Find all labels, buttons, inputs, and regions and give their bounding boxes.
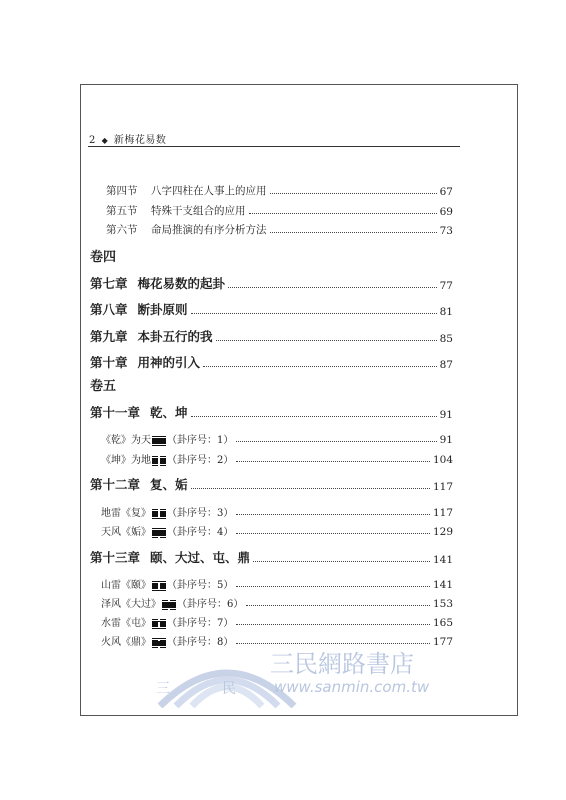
toc-hexagram-5[interactable]: 山雷《颐》 （卦序号：5） 141 [101, 579, 453, 591]
toc-title: 特殊干支组合的应用 [151, 205, 246, 217]
leader-dots [236, 514, 430, 515]
leader-dots [270, 193, 437, 194]
page-number: 2 [89, 135, 96, 146]
toc-chapter-10[interactable]: 第十章 用神的引入 87 [90, 355, 453, 371]
toc-hexagram-1[interactable]: 《乾》为天 （卦序号：1） 91 [101, 434, 453, 446]
header-rule [88, 146, 460, 147]
toc-hexagram-4[interactable]: 天风《姤》 （卦序号：4） 129 [101, 526, 453, 538]
diamond-icon: ◆ [101, 136, 109, 145]
yang-line [152, 628, 166, 629]
toc-chapter-9[interactable]: 第九章 本卦五行的我 85 [90, 329, 453, 345]
toc-chapter-12[interactable]: 第十二章 复、姤 117 [90, 477, 453, 493]
hexagram-qian-icon [152, 436, 166, 446]
volume-5-heading: 卷五 [90, 379, 117, 394]
toc-page: 87 [439, 359, 453, 371]
leader-dots [270, 232, 437, 233]
leader-dots [236, 441, 436, 442]
leader-dots [228, 287, 437, 288]
toc-title: 梅花易数的起卦 [137, 276, 226, 291]
toc-page: 91 [439, 434, 453, 446]
toc-title: 断卦原则 [137, 302, 188, 317]
toc-section-4[interactable]: 第四节 八字四柱在人事上的应用 67 [106, 185, 453, 198]
hexagram-daguo-icon [162, 600, 176, 610]
watermark-store-name: 三民網路書店 [270, 650, 414, 678]
toc-page: 177 [432, 636, 453, 648]
toc-title: 本卦五行的我 [137, 329, 213, 344]
leader-dots [253, 561, 430, 562]
toc-hexagram-3[interactable]: 地雷《复》 （卦序号：3） 117 [101, 507, 453, 519]
leader-dots [236, 624, 430, 625]
book-title: 新梅花易数 [113, 135, 167, 146]
leader-dots [236, 586, 430, 587]
leader-dots [249, 213, 437, 214]
yang-line [152, 590, 166, 591]
yin-line [152, 537, 166, 538]
hexagram-kun-icon [152, 456, 166, 466]
volume-4-heading: 卷四 [90, 250, 117, 265]
leader-dots [246, 605, 430, 606]
leader-dots [191, 416, 437, 417]
toc-page: 104 [432, 454, 453, 466]
toc-page: 153 [432, 598, 453, 610]
toc-title: 乾、坤 [150, 405, 188, 420]
watermark-url: www.sanmin.com.tw [274, 678, 430, 696]
toc-title: 八字四柱在人事上的应用 [151, 185, 267, 197]
toc-title: 复、姤 [150, 477, 188, 492]
toc-page: 67 [439, 186, 453, 198]
toc-page: 117 [432, 481, 453, 493]
leader-dots [236, 533, 430, 534]
yin-line [162, 609, 176, 610]
leader-dots [191, 488, 430, 489]
leader-dots [216, 340, 437, 341]
toc-page: 117 [432, 507, 453, 519]
running-header [89, 131, 166, 146]
hexagram-yi-icon [152, 581, 166, 591]
toc-page: 129 [432, 526, 453, 538]
hexagram-zhun-icon [152, 619, 166, 629]
toc-page: 91 [439, 409, 453, 421]
toc-page: 73 [439, 225, 453, 237]
toc-page: 165 [432, 617, 453, 629]
toc-hexagram-6[interactable]: 泽风《大过》 （卦序号：6） 153 [101, 598, 453, 610]
toc-title: 命局推演的有序分析方法 [151, 224, 267, 236]
toc-section-5[interactable]: 第五节 特殊干支组合的应用 69 [106, 205, 453, 218]
watermark-logo [152, 640, 472, 710]
leader-dots [236, 461, 430, 462]
yang-line [152, 445, 166, 446]
hexagram-fu-icon [152, 509, 166, 519]
toc-hexagram-7[interactable]: 水雷《屯》 （卦序号：7） 165 [101, 617, 453, 629]
toc-title: 用神的引入 [137, 355, 201, 370]
yang-line [152, 518, 166, 519]
toc-page: 81 [439, 306, 453, 318]
toc-chapter-7[interactable]: 第七章 梅花易数的起卦 77 [90, 276, 453, 292]
toc-page: 85 [439, 333, 453, 345]
toc-page: 69 [439, 206, 453, 218]
leader-dots [203, 366, 437, 367]
toc-page: 141 [432, 579, 453, 591]
toc-chapter-13[interactable]: 第十三章 颐、大过、屯、鼎 141 [90, 550, 453, 566]
watermark-char-right: 民 [222, 681, 236, 697]
toc-hexagram-8[interactable]: 火风《鼎》 （卦序号：8） 177 [101, 636, 453, 648]
leader-dots [191, 313, 437, 314]
toc-page: 77 [439, 280, 453, 292]
toc-chapter-11[interactable]: 第十一章 乾、坤 91 [90, 405, 453, 421]
toc-hexagram-2[interactable]: 《坤》为地 （卦序号：2） 104 [101, 454, 453, 466]
yin-line [152, 465, 166, 466]
watermark-char-left: 三 [156, 681, 170, 697]
hexagram-gou-icon [152, 528, 166, 538]
toc-chapter-8[interactable]: 第八章 断卦原则 81 [90, 302, 453, 318]
toc-section-6[interactable]: 第六节 命局推演的有序分析方法 73 [106, 224, 453, 237]
toc-title: 颐、大过、屯、鼎 [150, 550, 251, 565]
toc-page: 141 [432, 554, 453, 566]
